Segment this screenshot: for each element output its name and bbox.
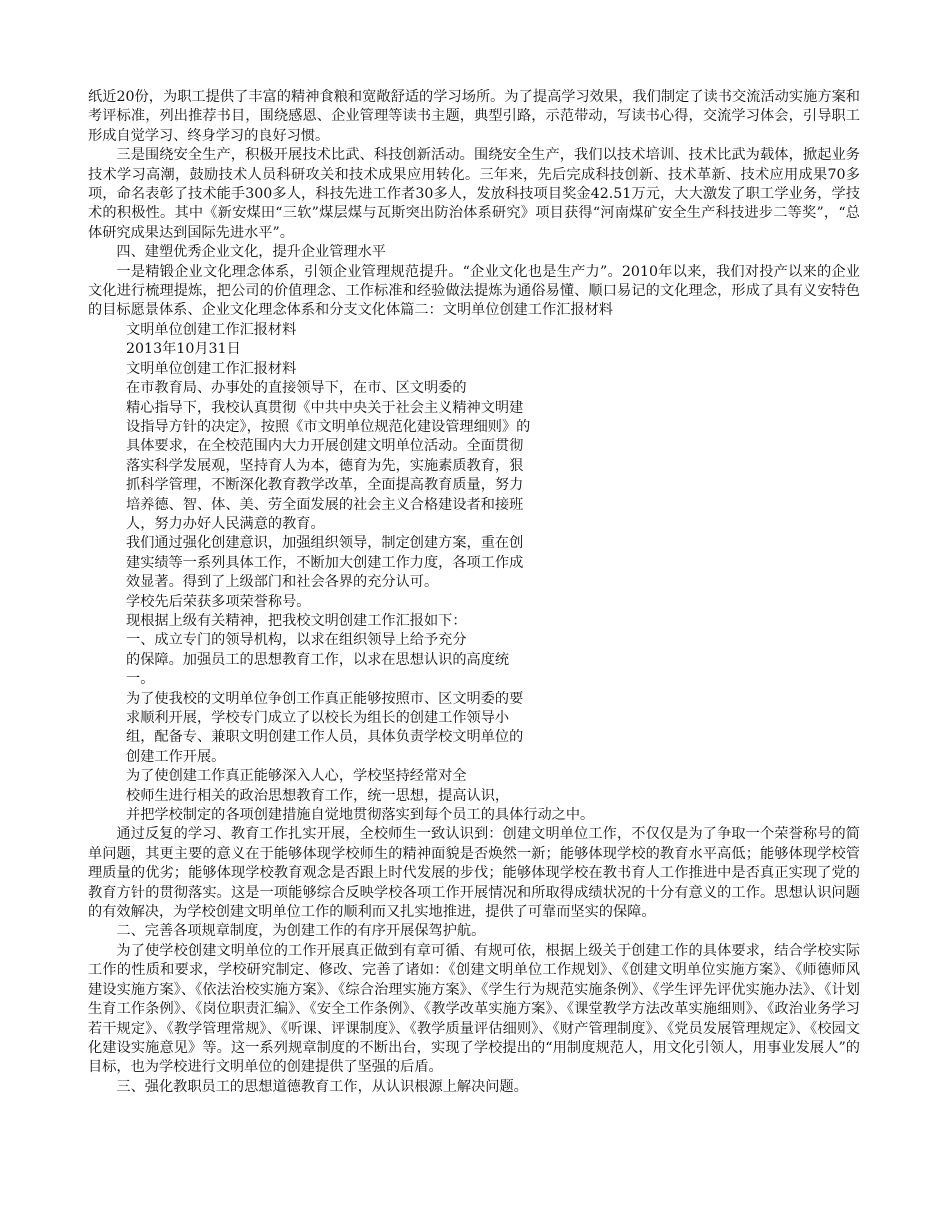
paragraph-understanding: 通过反复的学习、教育工作扎实开展，全校师生一致认识到：创建文明单位工作，不仅仅是为了争取一个荣誉称号的简单问题，其更主要的意义在于能够体现学校师生的精神面貌是否焕然一新；能够体现学校的教育水平高低；能够体现学校管理质量的优劣；能够体现学校教育观念是否跟上时代发展的步伐；能够体现学校在教书育人工作推进中是否真正实现了党的教育方针的贯彻落实。这是一项能够综合反映学校各项工作开展情况和所取得成绩状况的十分有意义的工作。思想认识问题的有效解决，为学校创建文明单位工作的顺利而又扎实地推进，提供了可靠而坚实的保障。 <box>88 826 860 921</box>
paragraph-intro-body: 精心指导下，我校认真贯彻《中共中央关于社会主义精神文明建设指导方针的决定》，按照《市文明单位规范化建设管理细则》的具体要求，在全校范围内大力开展创建文明单位活动。全面贯彻落实科学发展观，坚持育人为本，德育为先，实施素质教育，狠抓科学管理，不断深化教育教学改革，全面提高教育质量，努力培养德、智、体、美、劳全面发展的社会主义合格建设者和接班人，努力办好人民满意的教育。 <box>126 399 531 532</box>
document-subtitle: 文明单位创建工作汇报材料 <box>126 360 297 377</box>
paragraph-education-line2: 校师生进行相关的政治思想教育工作，统一思想，提高认识， <box>126 787 510 804</box>
paragraph-creation-work: 我们通过强化创建意识，加强组织领导，制定创建方案，重在创建实绩等一系列具体工作，不断加大创建工作力度，各项工作成效显著。得到了上级部门和社会各界的充分认可。 <box>126 535 524 591</box>
section-heading-corporate-culture: 四、建塑优秀企业文化，提升企业管理水平 <box>116 244 386 261</box>
paragraph-education-line3: 并把学校制定的各项创建措施自觉地贯彻落实到每个员工的具体行动之中。 <box>126 807 595 824</box>
paragraph-tech-innovation: 三是围绕安全生产，积极开展技术比武、科技创新活动。围绕安全生产，我们以技术培训、技术比武为载体，掀起业务技术学习高潮，鼓励技术人员科研攻关和技术成果应用转化。三年来，先后完成科技创新、技术革新、技术应用成果70多项，命名表彰了技术能手300多人，科技先进工作者30多人，发放科技项目奖金42.51万元，大大激发了职工学业务，学技术的积极性。其中《新安煤田“三软”煤层煤与瓦斯突出防治体系研究》项目获得“河南煤矿安全生产科技进步二等奖”，“总体研究成果达到国际先进水平”。 <box>88 147 860 241</box>
document-page <box>88 88 860 1097</box>
paragraph-regulations: 为了使学校创建文明单位的工作开展真正做到有章可循、有规可依，根据上级关于创建工作的具体要求，结合学校实际工作的性质和要求，学校研究制定、修改、完善了诸如：《创建文明单位工作规划》、《创建文明单位实施方案》、《师德师风建设实施方案》、《依法治校实施方案》、《综合治理实施方案》、《学生行为规范实施条例》、《学生评先评优实施办法》、《计划生育工作条例》、《岗位职责汇编》、《安全工作条例》、《教学改革实施方案》、《课堂教学方法改革实施细则》、《政治业务学习若干规定》、《教学管理常规》、《听课、评课制度》、《教学质量评估细则》、《财产管理制度》、《党员发展管理规定》、《校园文化建设实施意见》等。这一系列规章制度的不断出台，实现了学校提出的“用制度规范人，用文化引领人，用事业发展人”的目标，也为学校进行文明单位的创建提供了坚强的后盾。 <box>88 942 860 1076</box>
paragraph-education-line1: 为了使创建工作真正能够深入人心，学校坚持经常对全 <box>126 768 467 785</box>
paragraph-report-intro: 现根据上级有关精神，把我校文明创建工作汇报如下： <box>126 612 467 629</box>
paragraph-honors: 学校先后荣获多项荣誉称号。 <box>126 593 311 610</box>
section-heading-moral-education: 三、强化教职员工的思想道德教育工作，从认识根源上解决问题。 <box>116 1078 528 1095</box>
paragraph-leading-group: 为了使我校的文明单位争创工作真正能够按照市、区文明委的要求顺利开展，学校专门成立了以校长为组长的创建工作领导小组，配备专、兼职文明创建工作人员，具体负责学校文明单位的创建工作开展。 <box>126 690 524 765</box>
paragraph-leadership-cont: 的保障。加强员工的思想教育工作，以求在思想认识的高度统一。 <box>126 651 510 688</box>
section-heading-leadership: 一、成立专门的领导机构，以求在组织领导上给予充分 <box>126 632 467 649</box>
document-title: 文明单位创建工作汇报材料 <box>126 321 297 338</box>
paragraph-intro-line: 在市教育局、办事处的直接领导下，在市、区文明委的 <box>126 380 467 397</box>
document-date: 2013年10月31日 <box>126 341 241 358</box>
paragraph-reading-program: 纸近20份，为职工提供了丰富的精神食粮和宽敞舒适的学习场所。为了提高学习效果，我们制定了读书交流活动实施方案和考评标准，列出推荐书目，围绕感恩、企业管理等读书主题，典型引路，示范带动，写读书心得，交流学习体会，引导职工形成自觉学习、终身学习的良好习惯。 <box>88 89 860 144</box>
section-heading-regulations: 二、完善各项规章制度，为创建工作的有序开展保驾护航。 <box>116 923 486 940</box>
paragraph-culture-system: 一是精锻企业文化理念体系，引领企业管理规范提升。“企业文化也是生产力”。2010年以来，我们对投产以来的企业文化进行梳理提炼，把公司的价值理念、工作标准和经验做法提炼为通俗易懂、顺口易记的文化理念，形成了具有义安特色的目标愿景体系、企业文化理念体系和分支文化体篇二：文明单位创建工作汇报材料 <box>88 263 860 319</box>
